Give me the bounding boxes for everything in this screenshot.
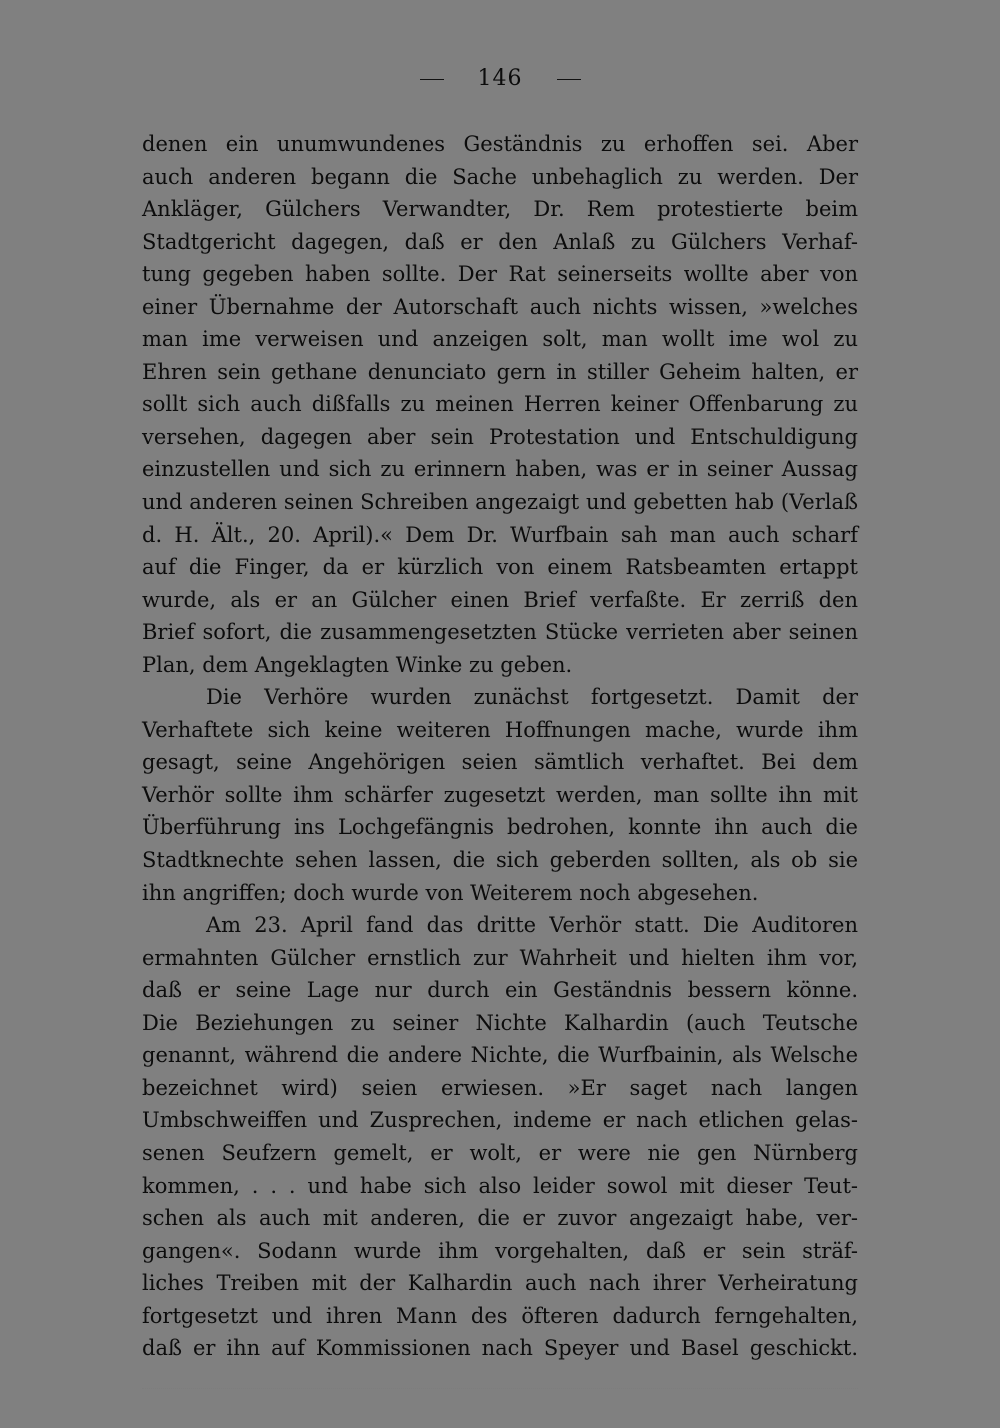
- text-line: wurde, als er an Gülcher einen Brief verfaßte. Er zerriß den: [142, 587, 858, 612]
- text-line: bezeichnet wird) seien erwiesen. »Er saget nach langen: [142, 1075, 858, 1100]
- text-line: tung gegeben haben sollte. Der Rat seinerseits wollte aber von: [142, 262, 858, 287]
- text-line: ihn angriffen; doch wurde von Weiterem noch abgesehen.: [142, 880, 759, 905]
- text-line: Verhaftete sich keine weiteren Hoffnungen mache, wurde ihm: [142, 717, 858, 742]
- text-line: gesagt, seine Angehörigen seien sämtlich verhaftet. Bei dem: [142, 750, 858, 775]
- text-line: liches Treiben mit der Kalhardin auch nach ihrer Verheiratung: [142, 1271, 858, 1296]
- text-line: Umbschweiffen und Zusprechen, indeme er nach etlichen gelas-: [142, 1108, 858, 1133]
- text-line: sollt sich auch dißfalls zu meinen Herren keiner Offenbarung zu: [142, 392, 858, 417]
- text-line: daß er seine Lage nur durch ein Geständnis bessern könne.: [142, 978, 858, 1003]
- text-line: senen Seufzern gemelt, er wolt, er were nie gen Nürnberg: [142, 1140, 858, 1165]
- text-line: Die Beziehungen zu seiner Nichte Kalhardin (auch Teutsche: [142, 1010, 858, 1035]
- page-header: [0, 66, 1000, 91]
- text-line: daß er ihn auf Kommissionen nach Speyer und Basel geschickt.: [142, 1336, 858, 1361]
- text-line: und anderen seinen Schreiben angezaigt und gebetten hab (Verlaß: [142, 490, 858, 515]
- text-line: Die Verhöre wurden zunächst fortgesetzt. Damit der: [206, 685, 858, 710]
- text-line: Stadtgericht dagegen, daß er den Anlaß zu Gülchers Verhaf-: [142, 229, 858, 254]
- text-line: ermahnten Gülcher ernstlich zur Wahrheit und hielten ihm vor,: [142, 945, 858, 970]
- text-line: einzustellen und sich zu erinnern haben, was er in seiner Aussag: [142, 457, 858, 482]
- text-line: Am 23. April fand das dritte Verhör statt. Die Auditoren: [206, 913, 858, 938]
- text-line: auf die Finger, da er kürzlich von einem Ratsbeamten ertappt: [142, 555, 858, 580]
- page-number: 146: [477, 66, 523, 91]
- text-line: einer Übernahme der Autorschaft auch nichts wissen, »welches: [142, 294, 858, 319]
- text-line: Ankläger, Gülchers Verwandter, Dr. Rem protestierte beim: [142, 197, 858, 222]
- body-text: [142, 128, 858, 1365]
- header-dash-left: [420, 79, 444, 80]
- text-line: kommen, . . . und habe sich also leider sowol mit dieser Teut-: [142, 1173, 858, 1198]
- text-line: auch anderen begann die Sache unbehaglich zu werden. Der: [142, 164, 858, 189]
- text-line: gangen«. Sodann wurde ihm vorgehalten, daß er sein sträf-: [142, 1238, 858, 1263]
- header-dash-right: [557, 79, 581, 80]
- text-line: man ime verweisen und anzeigen solt, man wollt ime wol zu: [142, 327, 858, 352]
- text-line: Überführung ins Lochgefängnis bedrohen, konnte ihn auch die: [142, 815, 858, 840]
- text-line: fortgesetzt und ihren Mann des öfteren dadurch ferngehalten,: [142, 1303, 858, 1328]
- text-line: schen als auch mit anderen, die er zuvor angezaigt habe, ver-: [142, 1206, 858, 1231]
- text-line: Plan, dem Angeklagten Winke zu geben.: [142, 652, 573, 677]
- text-line: genannt, während die andere Nichte, die Wurfbainin, als Welsche: [142, 1043, 858, 1068]
- footer-artifact: [142, 1388, 858, 1389]
- text-line: Brief sofort, die zusammengesetzten Stücke verrieten aber seinen: [142, 620, 858, 645]
- text-line: versehen, dagegen aber sein Protestation und Entschuldigung: [142, 424, 858, 449]
- text-line: denen ein unumwundenes Geständnis zu erhoffen sei. Aber: [142, 132, 858, 156]
- text-line: Ehren sein gethane denunciato gern in stiller Geheim halten, er: [142, 359, 858, 384]
- text-line: d. H. Ält., 20. April).« Dem Dr. Wurfbain sah man auch scharf: [142, 522, 858, 547]
- text-line: Verhör sollte ihm schärfer zugesetzt werden, man sollte ihn mit: [142, 782, 858, 807]
- text-line: Stadtknechte sehen lassen, die sich geberden sollten, als ob sie: [142, 848, 858, 873]
